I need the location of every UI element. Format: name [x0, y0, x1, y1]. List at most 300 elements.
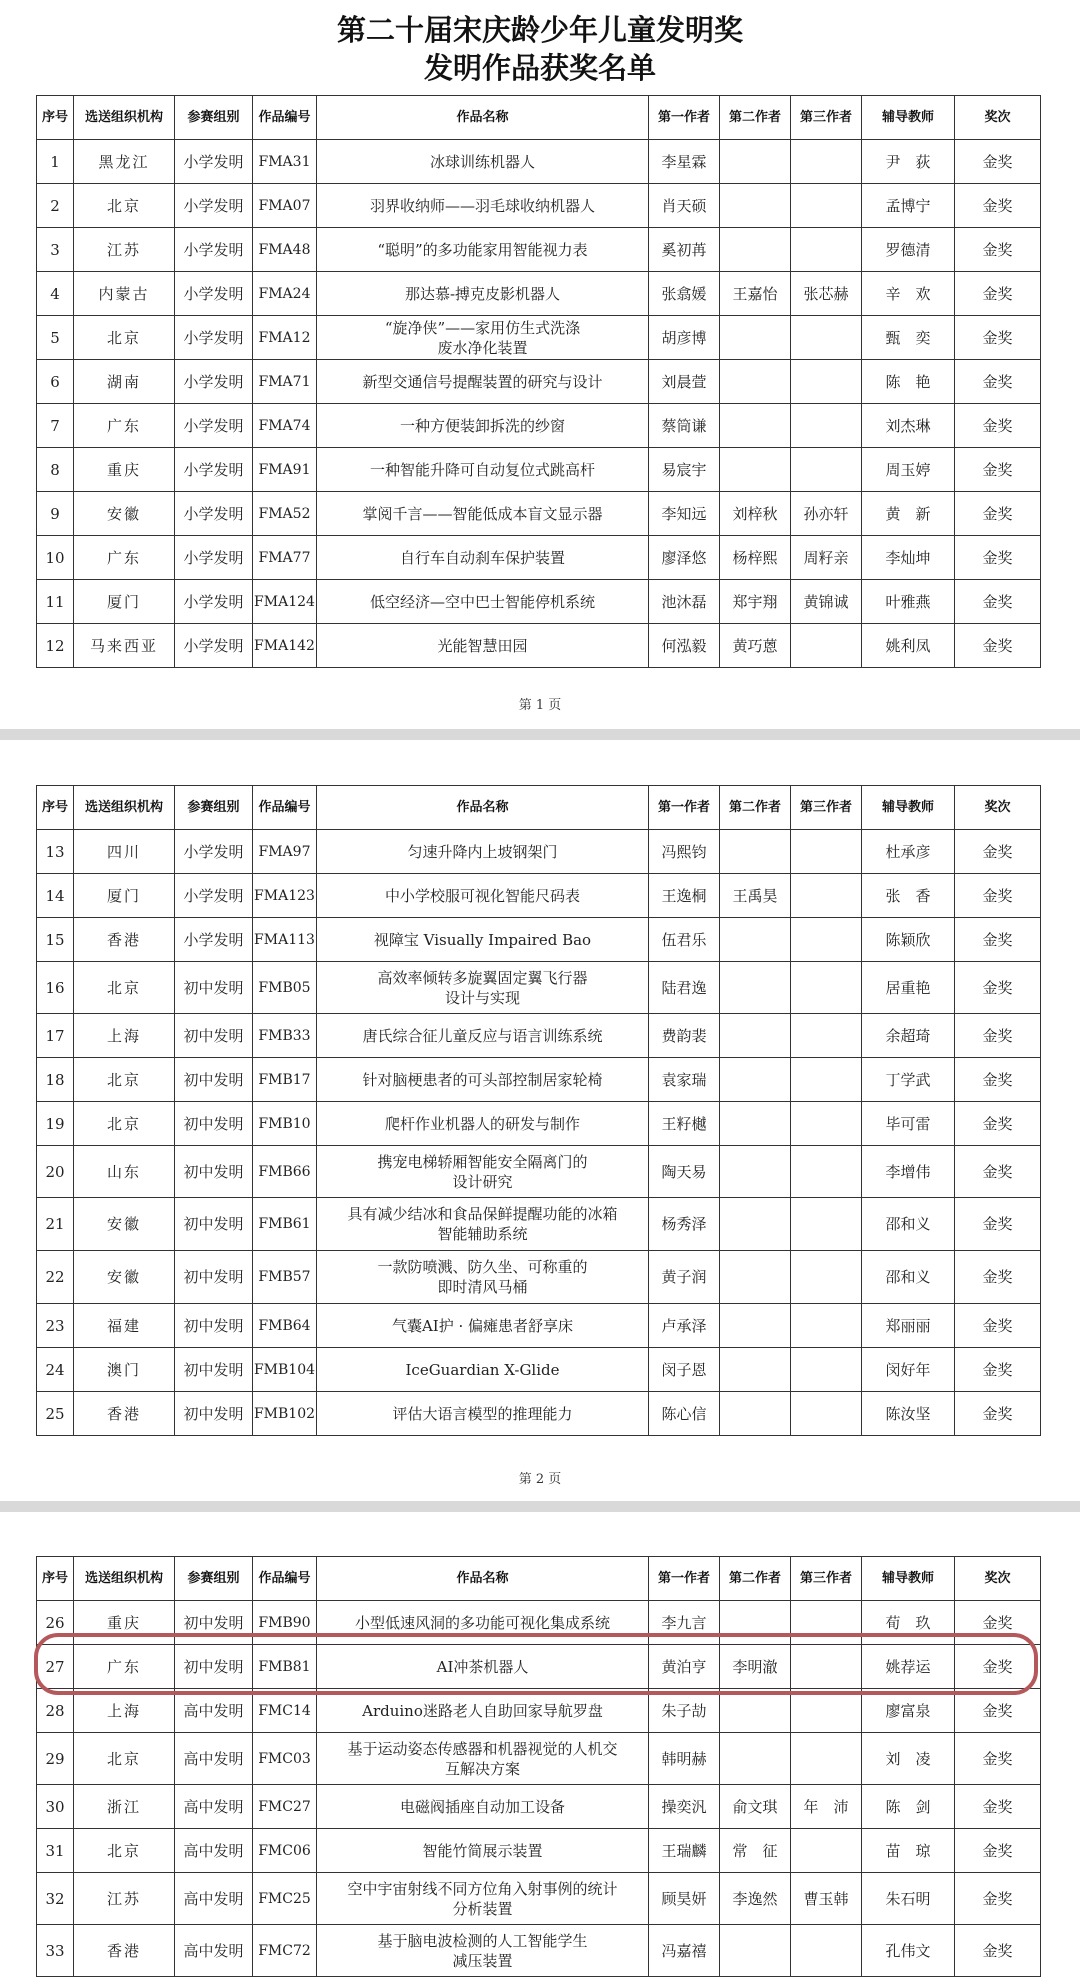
third-author-cell — [791, 140, 862, 184]
first-author-cell: 袁家瑞 — [649, 1058, 720, 1102]
row-number: 31 — [37, 1829, 74, 1873]
work-title-cell: 视障宝 Visually Impaired Bao — [317, 918, 649, 962]
first-author-cell: 冯熙钧 — [649, 830, 720, 874]
third-author-cell — [791, 1014, 862, 1058]
group-cell: 小学发明 — [175, 492, 253, 536]
work-title-cell: 冰球训练机器人 — [317, 140, 649, 184]
header-no: 序号 — [37, 1557, 74, 1601]
code-cell: FMC14 — [253, 1689, 317, 1733]
table-row — [37, 1304, 1041, 1348]
award-cell: 金奖 — [955, 316, 1041, 360]
first-author-cell: 黄子润 — [649, 1251, 720, 1304]
table-row — [37, 1785, 1041, 1829]
org-cell: 广东 — [74, 536, 175, 580]
group-cell: 高中发明 — [175, 1873, 253, 1925]
work-title-cell: AI冲茶机器人 — [317, 1645, 649, 1689]
second-author-cell — [720, 1304, 791, 1348]
code-cell: FMB102 — [253, 1392, 317, 1436]
award-cell: 金奖 — [955, 492, 1041, 536]
award-table-page-3 — [36, 1556, 1041, 1977]
row-number: 12 — [37, 624, 74, 668]
work-title-cell: 匀速升降内上坡钢架门 — [317, 830, 649, 874]
table-row — [37, 228, 1041, 272]
group-cell: 初中发明 — [175, 1601, 253, 1645]
table-row — [37, 1058, 1041, 1102]
first-author-cell: 李知远 — [649, 492, 720, 536]
group-cell: 初中发明 — [175, 962, 253, 1014]
award-cell: 金奖 — [955, 1014, 1041, 1058]
org-cell: 香港 — [74, 918, 175, 962]
teacher-cell: 毕可雷 — [862, 1102, 955, 1146]
org-cell: 北京 — [74, 1733, 175, 1785]
group-cell: 小学发明 — [175, 184, 253, 228]
teacher-cell: 姚荐运 — [862, 1645, 955, 1689]
work-title-cell: “旋净侠”——家用仿生式洗涤 废水净化装置 — [317, 316, 649, 360]
header-a2: 第二作者 — [720, 1557, 791, 1601]
table-row — [37, 492, 1041, 536]
first-author-cell: 易宸宇 — [649, 448, 720, 492]
third-author-cell — [791, 184, 862, 228]
group-cell: 小学发明 — [175, 140, 253, 184]
second-author-cell: 王禹昊 — [720, 874, 791, 918]
third-author-cell — [791, 1304, 862, 1348]
third-author-cell — [791, 1645, 862, 1689]
first-author-cell: 陆君逸 — [649, 962, 720, 1014]
work-title-cell: 唐氏综合征儿童反应与语言训练系统 — [317, 1014, 649, 1058]
work-title-cell: 具有减少结冰和食品保鲜提醒功能的冰箱 智能辅助系统 — [317, 1198, 649, 1251]
work-title-cell: 低空经济—空中巴士智能停机系统 — [317, 580, 649, 624]
code-cell: FMA91 — [253, 448, 317, 492]
header-no: 序号 — [37, 96, 74, 140]
org-cell: 内蒙古 — [74, 272, 175, 316]
work-title-cell: 那达慕-搏克皮影机器人 — [317, 272, 649, 316]
row-number: 5 — [37, 316, 74, 360]
group-cell: 小学发明 — [175, 874, 253, 918]
third-author-cell: 年 沛 — [791, 1785, 862, 1829]
header-a2: 第二作者 — [720, 786, 791, 830]
second-author-cell — [720, 404, 791, 448]
code-cell: FMC03 — [253, 1733, 317, 1785]
second-author-cell — [720, 1348, 791, 1392]
work-title-cell: 爬杆作业机器人的研发与制作 — [317, 1102, 649, 1146]
second-author-cell: 杨梓熙 — [720, 536, 791, 580]
org-cell: 安徽 — [74, 492, 175, 536]
second-author-cell — [720, 316, 791, 360]
page-footer-2: 第 2 页 — [518, 1472, 562, 1487]
first-author-cell: 李九言 — [649, 1601, 720, 1645]
table-row — [37, 184, 1041, 228]
row-number: 33 — [37, 1925, 74, 1977]
table-header-row — [37, 96, 1041, 140]
third-author-cell — [791, 918, 862, 962]
work-title-cell: 智能竹简展示装置 — [317, 1829, 649, 1873]
award-cell: 金奖 — [955, 1392, 1041, 1436]
document-title-line1: 第二十届宋庆龄少年儿童发明奖 — [336, 13, 743, 47]
second-author-cell — [720, 1102, 791, 1146]
code-cell: FMA113 — [253, 918, 317, 962]
row-number: 14 — [37, 874, 74, 918]
award-cell: 金奖 — [955, 228, 1041, 272]
award-table-page-1 — [36, 95, 1041, 668]
teacher-cell: 苗 琼 — [862, 1829, 955, 1873]
document-title-line2: 发明作品获奖名单 — [423, 51, 656, 85]
work-title-cell: 基于运动姿态传感器和机器视觉的人机交 互解决方案 — [317, 1733, 649, 1785]
table-row — [37, 918, 1041, 962]
row-number: 30 — [37, 1785, 74, 1829]
teacher-cell: 杜承彦 — [862, 830, 955, 874]
award-cell: 金奖 — [955, 1058, 1041, 1102]
row-number: 19 — [37, 1102, 74, 1146]
header-award: 奖次 — [955, 1557, 1041, 1601]
code-cell: FMA97 — [253, 830, 317, 874]
work-title-cell: 基于脑电波检测的人工智能学生 减压装置 — [317, 1925, 649, 1977]
second-author-cell — [720, 1058, 791, 1102]
group-cell: 小学发明 — [175, 272, 253, 316]
work-title-cell: 中小学校服可视化智能尺码表 — [317, 874, 649, 918]
org-cell: 安徽 — [74, 1251, 175, 1304]
table-row — [37, 1645, 1041, 1689]
row-number: 21 — [37, 1198, 74, 1251]
award-cell: 金奖 — [955, 184, 1041, 228]
page-separator — [0, 1501, 1080, 1512]
org-cell: 上海 — [74, 1689, 175, 1733]
third-author-cell — [791, 874, 862, 918]
teacher-cell: 罗德清 — [862, 228, 955, 272]
second-author-cell: 刘梓秋 — [720, 492, 791, 536]
teacher-cell: 陈汝坚 — [862, 1392, 955, 1436]
second-author-cell: 黄巧蒽 — [720, 624, 791, 668]
group-cell: 高中发明 — [175, 1689, 253, 1733]
first-author-cell: 伍君乐 — [649, 918, 720, 962]
third-author-cell: 曹玉韩 — [791, 1873, 862, 1925]
second-author-cell — [720, 962, 791, 1014]
code-cell: FMA142 — [253, 624, 317, 668]
code-cell: FMB104 — [253, 1348, 317, 1392]
third-author-cell — [791, 404, 862, 448]
code-cell: FMB33 — [253, 1014, 317, 1058]
teacher-cell: 闵好年 — [862, 1348, 955, 1392]
org-cell: 湖南 — [74, 360, 175, 404]
group-cell: 初中发明 — [175, 1645, 253, 1689]
row-number: 29 — [37, 1733, 74, 1785]
group-cell: 高中发明 — [175, 1785, 253, 1829]
header-a1: 第一作者 — [649, 786, 720, 830]
third-author-cell — [791, 1102, 862, 1146]
award-cell: 金奖 — [955, 536, 1041, 580]
row-number: 27 — [37, 1645, 74, 1689]
header-work: 作品名称 — [317, 1557, 649, 1601]
org-cell: 北京 — [74, 316, 175, 360]
third-author-cell — [791, 448, 862, 492]
third-author-cell — [791, 830, 862, 874]
third-author-cell: 张芯赫 — [791, 272, 862, 316]
org-cell: 福建 — [74, 1304, 175, 1348]
second-author-cell: 俞文琪 — [720, 1785, 791, 1829]
org-cell: 北京 — [74, 962, 175, 1014]
group-cell: 高中发明 — [175, 1829, 253, 1873]
row-number: 20 — [37, 1146, 74, 1198]
row-number: 15 — [37, 918, 74, 962]
header-org: 选送组织机构 — [74, 1557, 175, 1601]
group-cell: 初中发明 — [175, 1014, 253, 1058]
work-title-cell: “聪明”的多功能家用智能视力表 — [317, 228, 649, 272]
group-cell: 初中发明 — [175, 1251, 253, 1304]
third-author-cell: 黄锦诚 — [791, 580, 862, 624]
work-title-cell: 一款防喷溅、防久坐、可称重的 即时清风马桶 — [317, 1251, 649, 1304]
table-row — [37, 1014, 1041, 1058]
header-a2: 第二作者 — [720, 96, 791, 140]
table-row — [37, 962, 1041, 1014]
org-cell: 广东 — [74, 404, 175, 448]
second-author-cell — [720, 1251, 791, 1304]
header-work: 作品名称 — [317, 96, 649, 140]
org-cell: 北京 — [74, 1829, 175, 1873]
teacher-cell: 甄 奕 — [862, 316, 955, 360]
header-a3: 第三作者 — [791, 96, 862, 140]
row-number: 7 — [37, 404, 74, 448]
work-title-cell: 电磁阀插座自动加工设备 — [317, 1785, 649, 1829]
row-number: 24 — [37, 1348, 74, 1392]
teacher-cell: 辛 欢 — [862, 272, 955, 316]
table-row — [37, 1689, 1041, 1733]
header-group: 参赛组别 — [175, 786, 253, 830]
third-author-cell — [791, 1058, 862, 1102]
second-author-cell — [720, 184, 791, 228]
first-author-cell: 杨秀泽 — [649, 1198, 720, 1251]
header-a1: 第一作者 — [649, 96, 720, 140]
third-author-cell: 孙亦轩 — [791, 492, 862, 536]
second-author-cell — [720, 1601, 791, 1645]
header-award: 奖次 — [955, 96, 1041, 140]
work-title-cell: Arduino迷路老人自助回家导航罗盘 — [317, 1689, 649, 1733]
work-title-cell: 自行车自动刹车保护装置 — [317, 536, 649, 580]
code-cell: FMA52 — [253, 492, 317, 536]
third-author-cell — [791, 228, 862, 272]
work-title-cell: 羽界收纳师——羽毛球收纳机器人 — [317, 184, 649, 228]
org-cell: 江苏 — [74, 228, 175, 272]
org-cell: 黑龙江 — [74, 140, 175, 184]
row-number: 22 — [37, 1251, 74, 1304]
award-cell: 金奖 — [955, 140, 1041, 184]
header-code: 作品编号 — [253, 1557, 317, 1601]
code-cell: FMA24 — [253, 272, 317, 316]
org-cell: 重庆 — [74, 1601, 175, 1645]
first-author-cell: 奚初苒 — [649, 228, 720, 272]
org-cell: 厦门 — [74, 580, 175, 624]
table-row — [37, 272, 1041, 316]
table-row — [37, 830, 1041, 874]
work-title-cell: 高效率倾转多旋翼固定翼飞行器 设计与实现 — [317, 962, 649, 1014]
code-cell: FMC06 — [253, 1829, 317, 1873]
second-author-cell — [720, 1146, 791, 1198]
second-author-cell: 李逸然 — [720, 1873, 791, 1925]
header-a3: 第三作者 — [791, 1557, 862, 1601]
teacher-cell: 尹 荻 — [862, 140, 955, 184]
teacher-cell: 朱石明 — [862, 1873, 955, 1925]
table-row — [37, 580, 1041, 624]
code-cell: FMB61 — [253, 1198, 317, 1251]
third-author-cell — [791, 1689, 862, 1733]
teacher-cell: 郑丽丽 — [862, 1304, 955, 1348]
code-cell: FMA77 — [253, 536, 317, 580]
row-number: 18 — [37, 1058, 74, 1102]
award-cell: 金奖 — [955, 360, 1041, 404]
first-author-cell: 张翕媛 — [649, 272, 720, 316]
table-row — [37, 1925, 1041, 1977]
table-row — [37, 448, 1041, 492]
group-cell: 初中发明 — [175, 1146, 253, 1198]
table-row — [37, 536, 1041, 580]
table-header-row — [37, 1557, 1041, 1601]
second-author-cell — [720, 360, 791, 404]
work-title-cell: 一种智能升降可自动复位式跳高杆 — [317, 448, 649, 492]
group-cell: 小学发明 — [175, 360, 253, 404]
work-title-cell: 一种方便装卸拆洗的纱窗 — [317, 404, 649, 448]
table-row — [37, 316, 1041, 360]
first-author-cell: 王瑞麟 — [649, 1829, 720, 1873]
first-author-cell: 廖泽悠 — [649, 536, 720, 580]
row-number: 4 — [37, 272, 74, 316]
row-number: 1 — [37, 140, 74, 184]
first-author-cell: 胡彦博 — [649, 316, 720, 360]
second-author-cell: 李明澈 — [720, 1645, 791, 1689]
org-cell: 四川 — [74, 830, 175, 874]
award-cell: 金奖 — [955, 1251, 1041, 1304]
first-author-cell: 黄泊亨 — [649, 1645, 720, 1689]
table-row — [37, 1146, 1041, 1198]
teacher-cell: 李增伟 — [862, 1146, 955, 1198]
code-cell: FMB10 — [253, 1102, 317, 1146]
teacher-cell: 荀 玖 — [862, 1601, 955, 1645]
row-number: 11 — [37, 580, 74, 624]
code-cell: FMB05 — [253, 962, 317, 1014]
code-cell: FMA48 — [253, 228, 317, 272]
org-cell: 广东 — [74, 1645, 175, 1689]
third-author-cell — [791, 316, 862, 360]
group-cell: 小学发明 — [175, 918, 253, 962]
teacher-cell: 廖富泉 — [862, 1689, 955, 1733]
first-author-cell: 陶天易 — [649, 1146, 720, 1198]
code-cell: FMC27 — [253, 1785, 317, 1829]
table-row — [37, 1102, 1041, 1146]
work-title-cell: 针对脑梗患者的可头部控制居家轮椅 — [317, 1058, 649, 1102]
row-number: 17 — [37, 1014, 74, 1058]
header-no: 序号 — [37, 786, 74, 830]
award-cell: 金奖 — [955, 1304, 1041, 1348]
first-author-cell: 刘晨萱 — [649, 360, 720, 404]
row-number: 3 — [37, 228, 74, 272]
award-table-page-2 — [36, 785, 1041, 1436]
header-org: 选送组织机构 — [74, 96, 175, 140]
row-number: 32 — [37, 1873, 74, 1925]
group-cell: 小学发明 — [175, 404, 253, 448]
teacher-cell: 邵和义 — [862, 1198, 955, 1251]
first-author-cell: 李星霖 — [649, 140, 720, 184]
third-author-cell — [791, 1146, 862, 1198]
code-cell: FMC25 — [253, 1873, 317, 1925]
table-row — [37, 1601, 1041, 1645]
code-cell: FMA71 — [253, 360, 317, 404]
group-cell: 小学发明 — [175, 536, 253, 580]
row-number: 26 — [37, 1601, 74, 1645]
table-row — [37, 1733, 1041, 1785]
second-author-cell — [720, 1198, 791, 1251]
org-cell: 香港 — [74, 1925, 175, 1977]
first-author-cell: 冯嘉禧 — [649, 1925, 720, 1977]
award-cell: 金奖 — [955, 918, 1041, 962]
teacher-cell: 刘杰琳 — [862, 404, 955, 448]
row-number: 6 — [37, 360, 74, 404]
first-author-cell: 卢承泽 — [649, 1304, 720, 1348]
third-author-cell — [791, 1251, 862, 1304]
second-author-cell — [720, 1392, 791, 1436]
teacher-cell: 周玉婷 — [862, 448, 955, 492]
work-title-cell: 气囊AI护 · 偏瘫患者舒享床 — [317, 1304, 649, 1348]
org-cell: 北京 — [74, 1102, 175, 1146]
group-cell: 小学发明 — [175, 228, 253, 272]
table-row — [37, 624, 1041, 668]
teacher-cell: 刘 凌 — [862, 1733, 955, 1785]
group-cell: 初中发明 — [175, 1058, 253, 1102]
code-cell: FMB81 — [253, 1645, 317, 1689]
first-author-cell: 肖天硕 — [649, 184, 720, 228]
group-cell: 初中发明 — [175, 1102, 253, 1146]
header-a3: 第三作者 — [791, 786, 862, 830]
award-cell: 金奖 — [955, 1146, 1041, 1198]
second-author-cell — [720, 1925, 791, 1977]
award-cell: 金奖 — [955, 1785, 1041, 1829]
third-author-cell: 周籽亲 — [791, 536, 862, 580]
second-author-cell — [720, 228, 791, 272]
table-row — [37, 140, 1041, 184]
award-cell: 金奖 — [955, 1829, 1041, 1873]
teacher-cell: 李灿坤 — [862, 536, 955, 580]
header-a1: 第一作者 — [649, 1557, 720, 1601]
work-title-cell: 携宠电梯轿厢智能安全隔离门的 设计研究 — [317, 1146, 649, 1198]
first-author-cell: 顾昊妍 — [649, 1873, 720, 1925]
third-author-cell — [791, 624, 862, 668]
group-cell: 初中发明 — [175, 1304, 253, 1348]
table-row — [37, 1873, 1041, 1925]
table-row — [37, 1198, 1041, 1251]
row-number: 16 — [37, 962, 74, 1014]
org-cell: 上海 — [74, 1014, 175, 1058]
award-cell: 金奖 — [955, 962, 1041, 1014]
teacher-cell: 姚利凤 — [862, 624, 955, 668]
table-row — [37, 1829, 1041, 1873]
teacher-cell: 余超琦 — [862, 1014, 955, 1058]
code-cell: FMA123 — [253, 874, 317, 918]
work-title-cell: IceGuardian X-Glide — [317, 1348, 649, 1392]
first-author-cell: 池沐磊 — [649, 580, 720, 624]
row-number: 8 — [37, 448, 74, 492]
group-cell: 小学发明 — [175, 624, 253, 668]
first-author-cell: 闵子恩 — [649, 1348, 720, 1392]
first-author-cell: 王籽樾 — [649, 1102, 720, 1146]
third-author-cell — [791, 1733, 862, 1785]
teacher-cell: 居重艳 — [862, 962, 955, 1014]
code-cell: FMA124 — [253, 580, 317, 624]
row-number: 25 — [37, 1392, 74, 1436]
page-footer-1: 第 1 页 — [518, 698, 562, 713]
work-title-cell: 小型低速风洞的多功能可视化集成系统 — [317, 1601, 649, 1645]
award-cell: 金奖 — [955, 404, 1041, 448]
second-author-cell — [720, 1014, 791, 1058]
header-org: 选送组织机构 — [74, 786, 175, 830]
org-cell: 北京 — [74, 184, 175, 228]
org-cell: 山东 — [74, 1146, 175, 1198]
teacher-cell: 陈 剑 — [862, 1785, 955, 1829]
